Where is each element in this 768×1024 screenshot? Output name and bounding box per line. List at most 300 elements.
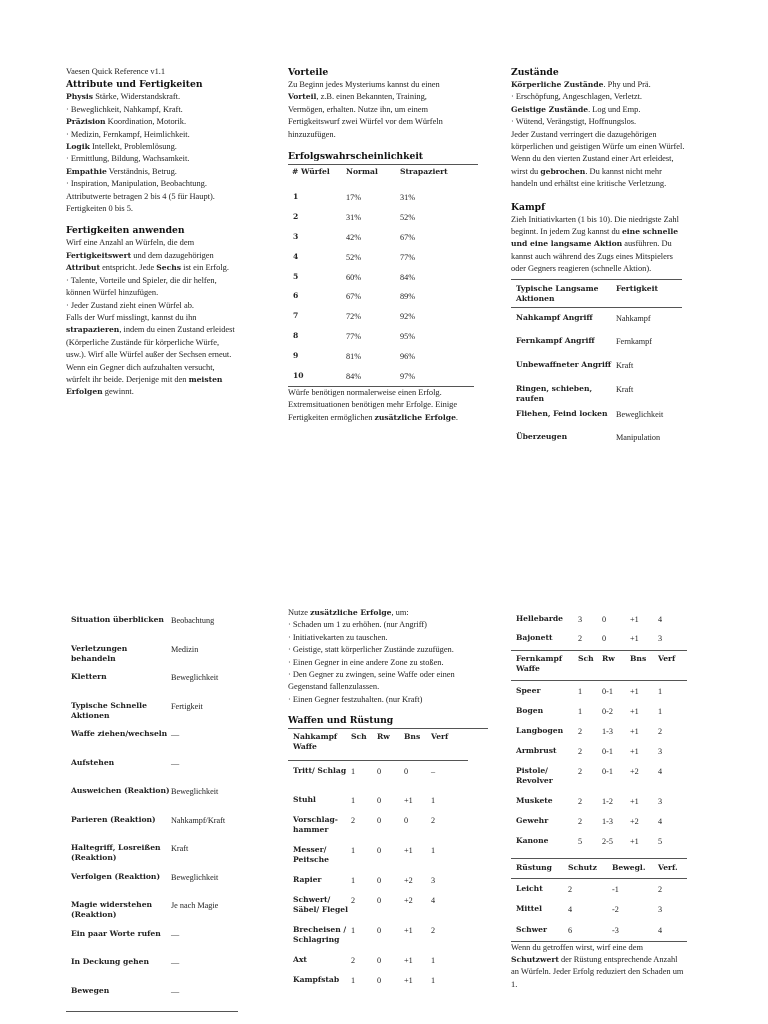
- melee-row-value: –: [431, 766, 436, 776]
- melee-row-label: Axt: [293, 955, 307, 965]
- melee-row-label: Tritt/ Schlag: [293, 765, 347, 775]
- melee-row-value: +1: [404, 846, 413, 856]
- ranged-row-label: Speer: [516, 686, 541, 695]
- quick-action-row-label: Waffe ziehen/wechseln: [71, 729, 168, 738]
- armor-row-value: 3: [658, 905, 663, 914]
- ranged-row-value: +1: [630, 726, 639, 736]
- prob-row: [288, 207, 474, 227]
- ranged-row-value: 0-1: [602, 746, 613, 756]
- ranged-table: [511, 650, 687, 851]
- text-line: [66, 178, 266, 190]
- melee-row-value: 1: [431, 846, 436, 856]
- weapons-heading: Waffen und Rüstung: [288, 714, 488, 729]
- quick-action-row: [66, 840, 238, 869]
- text-line: [66, 141, 266, 153]
- text-segment: Jeder Zustand verringert die dazugehörigen: [511, 129, 657, 139]
- column-quick-actions: [66, 612, 238, 1012]
- ranged-row-value: 1: [578, 706, 583, 716]
- prob-row-label: 2: [293, 211, 299, 221]
- armor-row-value: -2: [612, 905, 619, 914]
- melee-row-value: 0: [602, 634, 607, 643]
- text-segment: Vermögen, erhalten. Nutze ihn, um einem: [288, 104, 429, 114]
- text-segment: . Du kannst nicht mehr: [585, 166, 662, 176]
- ranged-header: Fernkampf Waffe: [516, 654, 563, 673]
- quick-action-row-label: Haltegriff, Losreißen (Reaktion): [71, 843, 161, 862]
- prob-row-value: 31%: [346, 212, 362, 222]
- text-segment: Gegenstand fallenzulassen.: [288, 682, 380, 692]
- prob-row-label: 3: [293, 231, 299, 241]
- text-segment: Intellekt, Problemlösung.: [89, 142, 177, 152]
- melee-row-value: 3: [431, 876, 436, 886]
- probability-heading: Erfolgswahrscheinlichkeit: [288, 150, 478, 165]
- prob-row-value: 52%: [346, 252, 362, 262]
- melee-row: [288, 760, 468, 790]
- melee-row-value: 2: [351, 816, 356, 826]
- melee-row: [511, 612, 687, 631]
- ranged-row-label: Armbrust: [516, 745, 557, 755]
- melee-row-value: 0: [377, 766, 382, 776]
- melee-row: [288, 810, 468, 840]
- melee-row-value: 2: [351, 896, 356, 906]
- ranged-row: [511, 811, 687, 831]
- melee-row-label: Schwert/ Säbel/ Flegel: [293, 895, 348, 915]
- ranged-row-label: Gewehr: [516, 815, 549, 825]
- slow-action-row: [511, 379, 682, 404]
- melee-row-value: 0: [377, 896, 382, 906]
- text-segment: können Würfel hinzufügen.: [66, 288, 159, 298]
- prob-row: [288, 227, 474, 247]
- melee-header: Rw: [377, 732, 390, 742]
- prob-row-label: 5: [293, 271, 299, 281]
- text-line: [511, 104, 711, 116]
- melee-row-value: 1: [351, 876, 356, 886]
- prob-row: [288, 247, 474, 267]
- text-line: [511, 214, 711, 226]
- conditions-text: [511, 79, 711, 191]
- prob-row-value: 60%: [346, 272, 362, 282]
- text-line: [66, 116, 266, 128]
- text-segment: entspricht. Jede: [100, 263, 157, 273]
- ranged-row: [511, 741, 687, 761]
- bold-term: strapazieren: [66, 325, 120, 335]
- armor-row: [511, 878, 687, 899]
- slow-action-row-value: Kraft: [616, 384, 634, 394]
- bold-term: zusätzliche Erfolge: [374, 412, 456, 422]
- quick-action-row-value: Fertigkeit: [171, 701, 203, 711]
- prob-row-value: 84%: [346, 372, 362, 382]
- text-line: [66, 104, 266, 116]
- slow-action-row-value: Nahkampf: [616, 313, 651, 323]
- quick-action-row-label: Verletzungen behandeln: [71, 643, 128, 663]
- slow-header: Typische Langsame Aktionen: [516, 283, 599, 303]
- ranged-row-label: Kanone: [516, 835, 549, 845]
- text-segment: Zieh Initiativkarten (1 bis 10). Die niedrigste Zahl: [511, 214, 679, 224]
- bold-term: Sechs: [156, 263, 182, 273]
- ranged-row-value: 1: [578, 687, 583, 696]
- melee-row-label: Rapier: [293, 875, 322, 885]
- armor-header: Verf.: [658, 862, 678, 872]
- prob-row: [288, 286, 474, 306]
- text-segment: wirst du: [511, 166, 541, 176]
- text-segment: · Talente, Vorteile und Spieler, die dir helfen,: [66, 275, 217, 285]
- melee-row-label: Brecheisen / Schlagring: [293, 925, 347, 945]
- text-segment: · Einen Gegner in eine andere Zone zu stoßen.: [288, 657, 444, 667]
- melee-row: [288, 790, 468, 810]
- melee-header: Sch: [351, 732, 367, 742]
- text-line: [511, 238, 711, 250]
- text-line: [66, 250, 266, 262]
- quick-action-row-label: Situation überblicken: [71, 615, 164, 624]
- text-segment: Wenn du den vierten Zustand einer Art erleidest,: [511, 154, 674, 164]
- text-segment: beginnt. In jedem Zug kannst du: [511, 227, 622, 237]
- ranged-row-label: Pistole/ Revolver: [516, 765, 553, 785]
- prob-row-value: 95%: [400, 332, 416, 342]
- quick-action-row: [66, 669, 238, 698]
- column-attributes: [66, 66, 266, 399]
- bold-term: Physis: [66, 92, 94, 102]
- melee-row-value: +2: [404, 876, 413, 886]
- prob-row: [288, 267, 474, 287]
- text-segment: Stärke, Widerstandskraft.: [93, 92, 181, 102]
- melee-row-value: 1: [351, 796, 356, 806]
- prob-row-label: 7: [293, 311, 299, 321]
- slow-header: Fertigkeit: [616, 283, 658, 293]
- armor-row-value: 4: [568, 905, 573, 914]
- text-line: [511, 954, 711, 966]
- quick-action-row: [66, 641, 238, 670]
- prob-row-value: 31%: [400, 193, 416, 203]
- prob-header: Normal: [346, 167, 378, 177]
- quick-action-row-value: Beweglichkeit: [171, 787, 219, 796]
- text-segment: Verständnis, Betrug.: [106, 166, 177, 176]
- ranged-row-label: Langbogen: [516, 725, 564, 735]
- text-segment: Fertigkeiten 0 bis 5.: [66, 204, 133, 214]
- text-segment: hinzuzufügen.: [288, 129, 336, 139]
- bold-term: Attribut: [66, 263, 100, 273]
- text-segment: Extremsituationen benötigen mehr Erfolge. Einige: [288, 400, 458, 410]
- melee-row-value: 3: [578, 615, 583, 624]
- text-segment: .: [455, 412, 458, 422]
- text-segment: · Initiativekarten zu tauschen.: [288, 632, 388, 642]
- prob-row-value: 97%: [400, 372, 416, 382]
- text-segment: usw.). Wirf alle Würfel außer der Sechsen erneut.: [66, 350, 232, 360]
- column-conditions: [511, 66, 711, 451]
- armor-row-value: -3: [612, 926, 619, 935]
- bold-term: Körperliche Zustände: [511, 80, 604, 89]
- text-line: [66, 362, 266, 374]
- prob-row-label: 10: [293, 371, 304, 381]
- ranged-header: Verf: [658, 654, 676, 663]
- melee-row-label: Kampfstab: [293, 975, 340, 985]
- armor-row-value: 2: [568, 884, 573, 894]
- melee-row-value: 0: [602, 615, 607, 624]
- slow-action-row-value: Fernkampf: [616, 336, 652, 346]
- ranged-row-value: +1: [630, 687, 639, 696]
- prob-row: [288, 306, 474, 326]
- prob-row-value: 81%: [346, 352, 362, 362]
- text-segment: (Körperliche Zustände für körperliche Würfe,: [66, 337, 220, 347]
- ranged-row: [511, 681, 687, 701]
- melee-row-value: 0: [404, 766, 409, 776]
- text-line: [66, 275, 266, 287]
- melee-row: [288, 890, 468, 920]
- melee-row-label: Stuhl: [293, 795, 316, 805]
- bold-term: gebrochen: [540, 166, 586, 176]
- prob-row-value: 42%: [346, 232, 362, 242]
- slow-action-row: [511, 355, 682, 379]
- text-segment: , z.B. einen Bekannten, Training,: [316, 92, 427, 102]
- text-segment: · Wütend, Verängstigt, Hoffnungslos.: [511, 117, 637, 127]
- melee-row: [288, 970, 468, 1000]
- quick-action-row-label: Verfolgen (Reaktion): [71, 871, 161, 881]
- prob-header: # Würfel: [292, 167, 330, 177]
- text-line: [511, 153, 711, 165]
- text-segment: Fertigkeitswurf zwei Würfel vor dem Würfeln: [288, 117, 443, 127]
- quick-action-row-value: —: [171, 730, 180, 739]
- slow-action-row-label: Unbewaffneter Angriff: [516, 359, 612, 369]
- quick-action-row-label: Parieren (Reaktion): [71, 814, 156, 824]
- melee-row-value: +1: [630, 634, 639, 643]
- text-segment: · Schaden um 1 zu erhöhen. (nur Angriff): [288, 620, 427, 630]
- text-line: [66, 91, 266, 103]
- quick-action-row-value: —: [171, 958, 180, 967]
- text-line: [511, 263, 711, 275]
- armor-row-value: 6: [568, 926, 573, 935]
- text-segment: · Inspiration, Manipulation, Beobachtung.: [66, 179, 207, 189]
- melee-table: [288, 732, 468, 1000]
- quick-action-row-value: Beobachtung: [171, 616, 215, 625]
- melee-row: [288, 840, 468, 870]
- text-segment: ist ein Erfolg.: [181, 263, 229, 273]
- text-segment: oder Gegners reagieren (schnelle Aktion).: [511, 264, 652, 274]
- ranged-row-value: 1: [658, 706, 663, 716]
- quick-action-row-label: Aufstehen: [71, 757, 115, 767]
- armor-table: [511, 858, 687, 942]
- quick-action-row: [66, 698, 238, 727]
- ranged-row-value: 2: [578, 766, 583, 776]
- prob-row-value: 17%: [346, 193, 362, 203]
- quick-action-row: [66, 897, 238, 926]
- bold-term: und eine langsame Aktion: [511, 239, 623, 249]
- quick-action-row: [66, 726, 238, 755]
- prob-row-value: 77%: [400, 252, 416, 262]
- text-line: [66, 129, 266, 141]
- melee-row-value: 1: [351, 976, 356, 986]
- text-line: [66, 237, 266, 249]
- melee-row-value: 1: [351, 766, 356, 776]
- prob-row-label: 4: [293, 251, 299, 261]
- armor-row-value: 4: [658, 926, 663, 935]
- quick-action-row: [66, 926, 238, 955]
- text-line: [511, 966, 711, 978]
- melee-row-value: 2: [431, 816, 436, 826]
- text-line: [66, 153, 266, 165]
- text-segment: Wenn du getroffen wirst, wirf eine dem: [511, 942, 643, 952]
- melee-row-value: 0: [377, 956, 382, 966]
- ranged-row-value: 2: [578, 796, 583, 806]
- melee-row-value: +1: [404, 976, 413, 986]
- armor-row-label: Leicht: [516, 883, 543, 893]
- melee-row: [511, 631, 687, 650]
- ranged-row-label: Muskete: [516, 795, 553, 805]
- text-segment: Wenn ein Gegner dich aufzuhalten versucht,: [66, 362, 215, 372]
- melee-row-value: 0: [377, 846, 382, 856]
- advantages-heading: Vorteile: [288, 67, 329, 78]
- text-line: [511, 129, 711, 141]
- text-line: [66, 287, 266, 299]
- slow-action-row-value: Kraft: [616, 360, 634, 370]
- prob-header: Strapaziert: [400, 167, 448, 177]
- melee-header: Verf: [431, 732, 449, 742]
- extra-successes-text: [288, 607, 488, 706]
- conditions-heading: Zustände: [511, 67, 559, 78]
- text-segment: Wirf eine Anzahl an Würfeln, die dem: [66, 238, 195, 248]
- ranged-row-value: 0-1: [602, 687, 613, 696]
- melee-row-value: +1: [404, 956, 413, 966]
- quick-action-row-value: Nahkampf/Kraft: [171, 815, 226, 825]
- quick-action-row-value: —: [171, 758, 180, 768]
- bold-term: eine schnelle: [621, 227, 679, 237]
- text-segment: Fertigkeiten ermöglichen: [288, 412, 375, 422]
- prob-row-label: 6: [293, 291, 299, 301]
- text-line: [288, 657, 488, 669]
- column-ranged-armor: [511, 612, 711, 991]
- text-line: [288, 412, 474, 424]
- melee-row: [288, 950, 468, 970]
- quick-action-row-value: Medizin: [171, 644, 199, 654]
- melee-row-value: 1: [431, 976, 436, 986]
- ranged-row-value: 1: [658, 687, 663, 696]
- melee-row-label: Vorschlag-hammer: [293, 815, 338, 835]
- text-segment: · Medizin, Fernkampf, Heimlichkeit.: [66, 129, 190, 139]
- quick-actions-table: [66, 612, 238, 1012]
- melee-row-value: 0: [404, 816, 409, 826]
- quick-action-row-value: Beweglichkeit: [171, 673, 219, 682]
- ranged-header: Rw: [602, 654, 615, 663]
- melee-header: Nahkampf Waffe: [293, 732, 338, 752]
- ranged-row-value: 4: [658, 766, 663, 776]
- text-line: [511, 251, 711, 263]
- text-line: [511, 942, 711, 954]
- ranged-row-value: 5: [658, 836, 663, 846]
- ranged-row-value: 1-2: [602, 796, 613, 806]
- ranged-row-value: +1: [630, 836, 639, 846]
- attributes-text: [66, 91, 266, 215]
- text-line: [511, 166, 711, 178]
- text-line: [288, 79, 478, 91]
- quick-action-row-label: Typische Schnelle Aktionen: [71, 700, 147, 720]
- quick-action-row: [66, 755, 238, 784]
- slow-action-row: [511, 307, 682, 331]
- text-line: [288, 387, 474, 399]
- quick-action-row: [66, 954, 238, 983]
- text-segment: ausführen. Du: [622, 239, 672, 249]
- quick-action-row-label: Klettern: [71, 672, 107, 681]
- text-segment: kannst auch während des Zugs eines Mitspielers: [511, 251, 673, 261]
- ranged-row: [511, 721, 687, 741]
- prob-row-value: 92%: [400, 312, 416, 322]
- melee-row-value: 2: [431, 926, 436, 936]
- ranged-row-label: Bogen: [516, 705, 544, 715]
- melee-row-value: 0: [377, 796, 382, 806]
- text-segment: · Ermittlung, Bildung, Wachsamkeit.: [66, 154, 190, 164]
- text-segment: Falls der Wurf misslingt, kannst du ihn: [66, 312, 197, 322]
- ranged-row-value: +1: [630, 706, 639, 716]
- text-line: [288, 669, 488, 681]
- text-line: [288, 632, 488, 644]
- ranged-row-value: +2: [630, 766, 639, 776]
- prob-row: [288, 346, 474, 366]
- text-segment: körperlichen und geistigen Würfe um einen Würfel.: [511, 142, 685, 152]
- text-line: [66, 374, 266, 386]
- melee-row-value: +1: [404, 796, 413, 806]
- slow-actions-table: [511, 279, 682, 451]
- prob-row-value: 96%: [400, 352, 416, 362]
- quick-action-row-label: Ausweichen (Reaktion): [71, 786, 170, 795]
- melee-row-value: 1: [431, 956, 436, 966]
- text-line: [288, 681, 488, 693]
- prob-row-value: 67%: [346, 292, 362, 302]
- armor-note: [511, 942, 711, 992]
- melee-header: Bns: [404, 732, 421, 742]
- text-segment: · Erschöpfung, Angeschlagen, Verletzt.: [511, 92, 643, 102]
- prob-row-label: 1: [293, 192, 299, 202]
- prob-row-value: 52%: [400, 212, 416, 222]
- prob-row-value: 72%: [346, 312, 362, 322]
- text-line: [511, 979, 711, 991]
- melee-row-value: 3: [658, 634, 663, 643]
- text-segment: , um:: [391, 608, 409, 617]
- slow-action-row-label: Ringen, schieben, raufen: [516, 383, 593, 403]
- text-line: [66, 324, 266, 336]
- armor-header: Rüstung: [516, 862, 552, 872]
- ranged-row-value: 1-3: [602, 726, 613, 736]
- text-line: [288, 399, 474, 411]
- quick-action-row-label: Ein paar Worte rufen: [71, 928, 161, 938]
- quick-action-row: [66, 783, 238, 812]
- ranged-row-value: 2: [658, 726, 663, 736]
- ranged-header: Bns: [630, 654, 647, 663]
- bold-term: meisten: [188, 374, 223, 384]
- text-line: [288, 129, 478, 141]
- melee-row: [288, 920, 468, 950]
- quick-action-row: [66, 869, 238, 898]
- melee-row-value: 1: [431, 796, 436, 806]
- text-segment: Attributwerte betragen 2 bis 4 (5 für Haupt).: [66, 191, 215, 201]
- melee-row-value: 0: [377, 926, 382, 936]
- prob-row-value: 84%: [400, 272, 416, 282]
- slow-action-row-label: Fliehen, Feind locken: [516, 408, 608, 418]
- bold-term: Geistige Zustände: [511, 104, 589, 114]
- melee-row-value: 4: [431, 896, 436, 906]
- skills-text: [66, 237, 266, 398]
- slow-action-row-value: Manipulation: [616, 433, 661, 443]
- text-segment: Nutze: [288, 608, 311, 617]
- text-segment: , indem du einen Zustand erleidest: [119, 325, 235, 335]
- melee-row-label: Hellebarde: [516, 614, 563, 623]
- text-line: [288, 694, 488, 706]
- armor-row-label: Schwer: [516, 925, 547, 934]
- text-line: [511, 91, 711, 103]
- attributes-heading: Attribute und Fertigkeiten: [66, 79, 203, 91]
- armor-row: [511, 899, 687, 920]
- advantages-text: [288, 79, 478, 141]
- text-segment: Zu Beginn jedes Mysteriums kannst du einen: [288, 80, 440, 89]
- quick-action-row-value: —: [171, 929, 180, 939]
- text-segment: 1.: [511, 979, 518, 989]
- text-line: [66, 300, 266, 312]
- prob-row-label: 8: [293, 331, 299, 341]
